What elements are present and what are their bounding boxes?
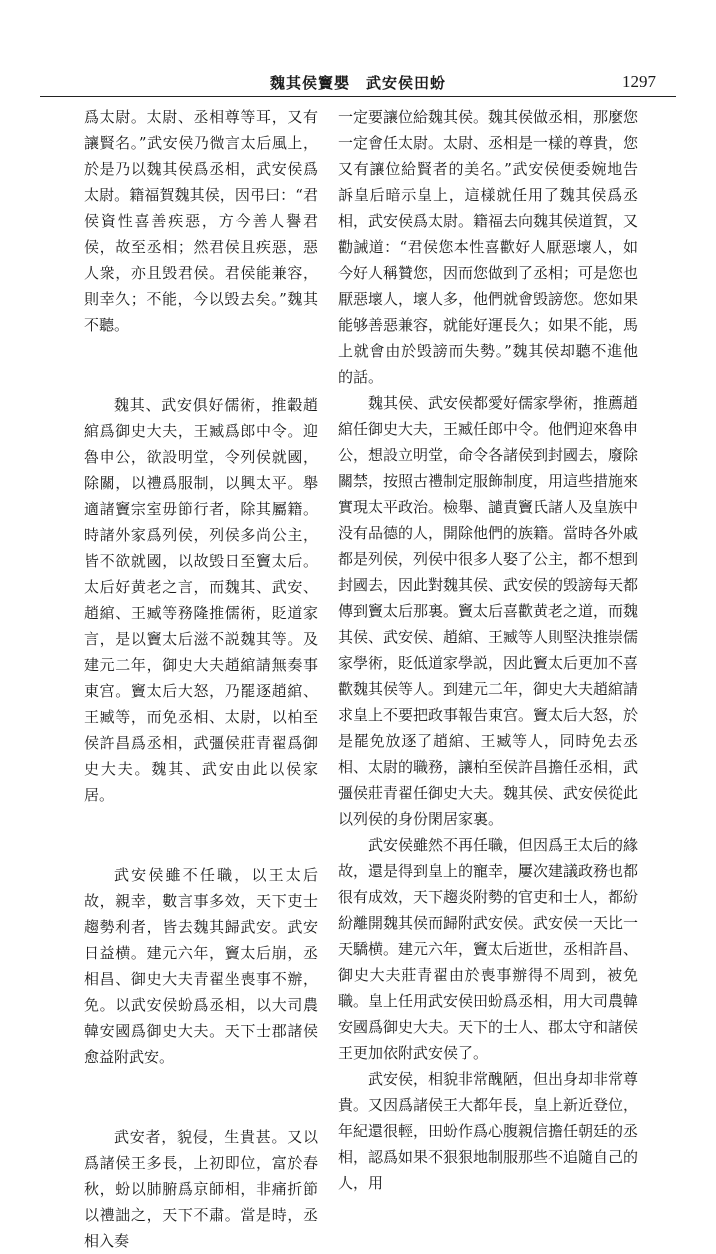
translation-paragraph-2: 魏其侯、武安侯都愛好儒家學術，推薦趙綰任御史大夫，王臧任郎中令。他們迎來魯申公，想設立明堂，命令各諸侯到封國去，廢除關禁，按照古禮制定服飾制度，用這些措施來實現太平政治。檢舉、譴責竇氏諸人及皇族中没有品德的人，開除他們的族籍。當時各外戚都是列侯，列侯中很多人娶了公主，都不想到封國去，因此對魏其侯、武安侯的毁謗每天都傳到竇太后那裏。竇太后喜歡黄老之道，而魏其侯、武安侯、趙綰、王臧等人則堅決推崇儒家學術，貶低道家學説，因此竇太后更加不喜歡魏其侯等人。到建元二年，御史大夫趙綰請求皇上不要把政事報告東宫。竇太后大怒，於是罷免放逐了趙綰、王臧等人，同時免去丞相、太尉的職務，讓柏至侯許昌擔任丞相，武彊侯莊青翟任御史大夫。魏其侯、武安侯從此以列侯的身份閑居家裏。: [338, 394, 639, 828]
translation-paragraph-1: 一定要讓位給魏其侯。魏其侯做丞相，那麼您一定會任太尉。太尉、丞相是一樣的尊貴，您又有讓位給賢者的美名。”武安侯便委婉地告訴皇后暗示皇上，這樣就任用了魏其侯爲丞相，武安侯爲太尉。籍福去向魏其侯道賀，又勸誡道：“君侯您本性喜歡好人厭惡壞人，如今好人稱贊您，因而您做到了丞相；可是您也厭惡壞人，壞人多，他們就會毁謗您。您如果能够善惡兼容，就能好運長久；如果不能，馬上就會由於毁謗而失勢。”魏其侯却聽不進他的話。: [338, 108, 639, 386]
page-number: 1297: [622, 72, 656, 91]
translation-paragraph-4: 武安侯，相貌非常醜陋，但出身却非常尊貴。又因爲諸侯王大都年長，皇上新近登位，年紀還很輕，田蚡作爲心腹親信擔任朝廷的丞相，認爲如果不狠狠地制服那些不追隨自己的人，用: [338, 1070, 639, 1192]
running-title: 魏其侯竇嬰 武安侯田蚡: [269, 74, 446, 92]
page-header: [40, 70, 676, 97]
translation-text-column: [338, 104, 639, 1192]
classical-paragraph-1: 爲太尉。太尉、丞相尊等耳，又有讓賢名。”武安侯乃微言太后風上，於是乃以魏其侯爲丞相，武安侯爲太尉。籍福賀魏其侯，因弔曰：“君侯資性喜善疾惡，方今善人譽君侯，故至丞相；然君侯且疾惡，惡人衆，亦且毁君侯。君侯能兼容，則幸久；不能，今以毁去矣。”魏其不聽。: [84, 108, 318, 334]
classical-paragraph-4: 武安者，貌侵，生貴甚。又以爲諸侯王多長，上初即位，富於春秋，蚡以肺腑爲京師相，非痛折節以禮詘之，天下不肅。當是時，丞相入奏: [84, 1128, 318, 1250]
translation-paragraph-3: 武安侯雖然不再任職，但因爲王太后的緣故，還是得到皇上的寵幸，屢次建議政務也都很有成效，天下趨炎附勢的官吏和士人，都紛紛離開魏其侯而歸附武安侯。武安侯一天比一天驕横。建元六年，竇太后逝世，丞相許昌、御史大夫莊青翟由於喪事辦得不周到，被免職。皇上任用武安侯田蚡爲丞相，用大司農韓安國爲御史大夫。天下的士人、郡太守和諸侯王更加依附武安侯了。: [338, 836, 639, 1062]
classical-paragraph-3: 武安侯雖不任職，以王太后故，親幸，數言事多效，天下吏士趨勢利者，皆去魏其歸武安。武安日益横。建元六年，竇太后崩，丞相昌、御史大夫青翟坐喪事不辦，免。以武安侯蚡爲丞相，以大司農韓安國爲御史大夫。天下士郡諸侯愈益附武安。: [84, 866, 318, 1066]
classical-paragraph-2: 魏其、武安俱好儒術，推轂趙綰爲御史大夫，王臧爲郎中令。迎魯申公，欲設明堂，令列侯就國，除關，以禮爲服制，以興太平。舉適諸竇宗室毋節行者，除其屬籍。時諸外家爲列侯，列侯多尚公主，皆不欲就國，以故毁日至竇太后。太后好黄老之言，而魏其、武安、趙綰、王臧等務隆推儒術，貶道家言，是以竇太后滋不説魏其等。及建元二年，御史大夫趙綰請無奏事東宫。竇太后大怒，乃罷逐趙綰、王臧等，而免丞相、太尉，以柏至侯許昌爲丞相，武彊侯莊青翟爲御史大夫。魏其、武安由此以侯家居。: [84, 396, 318, 804]
classical-text-column: [84, 104, 318, 1250]
